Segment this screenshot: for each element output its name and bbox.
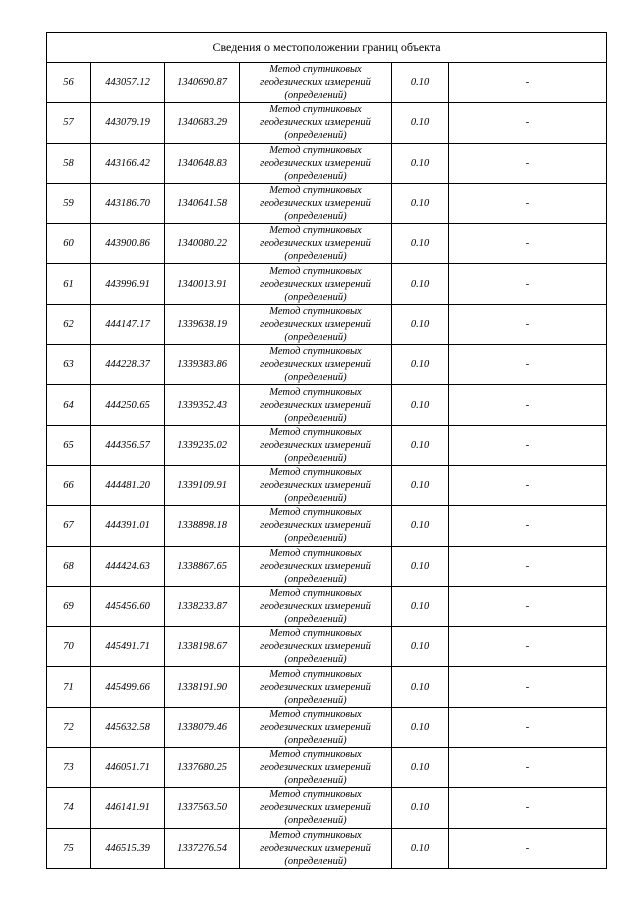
point-number-cell: 57 xyxy=(47,103,91,143)
description-cell: - xyxy=(449,667,607,707)
method-line: геодезических измерений xyxy=(260,77,371,89)
method-cell xyxy=(240,264,392,304)
method-line: Метод спутниковых xyxy=(269,64,362,76)
method-line: Метод спутниковых xyxy=(269,668,362,680)
coordinate-x-cell: 444391.01 xyxy=(91,506,165,546)
accuracy-cell: 0.10 xyxy=(392,828,449,868)
method-line: Метод спутниковых xyxy=(269,426,362,438)
method-line: Метод спутниковых xyxy=(269,829,362,841)
description-cell: - xyxy=(449,143,607,183)
method-line: (определений) xyxy=(284,694,347,706)
method-line: Метод спутниковых xyxy=(269,225,362,237)
point-number-cell: 62 xyxy=(47,304,91,344)
description-cell: - xyxy=(449,304,607,344)
point-number-cell: 74 xyxy=(47,788,91,828)
method-line: Метод спутниковых xyxy=(269,265,362,277)
coordinate-x-cell: 444250.65 xyxy=(91,385,165,425)
method-line: (определений) xyxy=(284,130,347,142)
method-line: (определений) xyxy=(284,855,347,867)
point-number-cell: 70 xyxy=(47,627,91,667)
accuracy-cell: 0.10 xyxy=(392,627,449,667)
method-line: (определений) xyxy=(284,452,347,464)
method-cell xyxy=(240,63,392,103)
method-line: Метод спутниковых xyxy=(269,708,362,720)
coordinate-y-cell: 1340683.29 xyxy=(165,103,240,143)
accuracy-cell: 0.10 xyxy=(392,506,449,546)
table-row xyxy=(47,304,607,344)
method-cell xyxy=(240,465,392,505)
method-line: геодезических измерений xyxy=(260,560,371,572)
method-line: геодезических измерений xyxy=(260,520,371,532)
description-cell: - xyxy=(449,788,607,828)
method-line: (определений) xyxy=(284,90,347,102)
table-row xyxy=(47,586,607,626)
description-cell: - xyxy=(449,546,607,586)
method-line: Метод спутниковых xyxy=(269,386,362,398)
method-line: геодезических измерений xyxy=(260,802,371,814)
method-line: геодезических измерений xyxy=(260,117,371,129)
accuracy-cell: 0.10 xyxy=(392,304,449,344)
method-cell xyxy=(240,828,392,868)
description-cell: - xyxy=(449,345,607,385)
accuracy-cell: 0.10 xyxy=(392,143,449,183)
method-cell xyxy=(240,143,392,183)
method-cell xyxy=(240,304,392,344)
point-number-cell: 75 xyxy=(47,828,91,868)
table-row xyxy=(47,143,607,183)
table-row xyxy=(47,667,607,707)
coordinate-y-cell: 1340690.87 xyxy=(165,63,240,103)
method-line: геодезических измерений xyxy=(260,318,371,330)
point-number-cell: 72 xyxy=(47,707,91,747)
method-line: (определений) xyxy=(284,211,347,223)
accuracy-cell: 0.10 xyxy=(392,224,449,264)
coordinate-y-cell: 1338898.18 xyxy=(165,506,240,546)
description-cell: - xyxy=(449,506,607,546)
method-cell xyxy=(240,345,392,385)
coordinate-x-cell: 446051.71 xyxy=(91,748,165,788)
method-line: Метод спутниковых xyxy=(269,104,362,116)
description-cell: - xyxy=(449,224,607,264)
description-cell: - xyxy=(449,63,607,103)
point-number-cell: 59 xyxy=(47,183,91,223)
method-line: геодезических измерений xyxy=(260,641,371,653)
method-line: геодезических измерений xyxy=(260,198,371,210)
coordinate-y-cell: 1339235.02 xyxy=(165,425,240,465)
description-cell: - xyxy=(449,264,607,304)
point-number-cell: 60 xyxy=(47,224,91,264)
coordinate-x-cell: 443057.12 xyxy=(91,63,165,103)
point-number-cell: 61 xyxy=(47,264,91,304)
coordinate-x-cell: 444481.20 xyxy=(91,465,165,505)
coordinate-x-cell: 444356.57 xyxy=(91,425,165,465)
coordinate-y-cell: 1339109.91 xyxy=(165,465,240,505)
method-line: (определений) xyxy=(284,533,347,545)
method-cell xyxy=(240,506,392,546)
coordinate-x-cell: 445632.58 xyxy=(91,707,165,747)
table-row xyxy=(47,183,607,223)
method-line: геодезических измерений xyxy=(260,721,371,733)
accuracy-cell: 0.10 xyxy=(392,748,449,788)
method-line: геодезических измерений xyxy=(260,842,371,854)
method-line: (определений) xyxy=(284,170,347,182)
description-cell: - xyxy=(449,465,607,505)
method-line: Метод спутниковых xyxy=(269,346,362,358)
point-number-cell: 65 xyxy=(47,425,91,465)
coordinate-y-cell: 1339383.86 xyxy=(165,345,240,385)
method-line: Метод спутниковых xyxy=(269,144,362,156)
accuracy-cell: 0.10 xyxy=(392,385,449,425)
table-body xyxy=(47,33,607,869)
coordinate-x-cell: 445456.60 xyxy=(91,586,165,626)
method-line: геодезических измерений xyxy=(260,238,371,250)
coordinate-y-cell: 1340080.22 xyxy=(165,224,240,264)
table-title-row xyxy=(47,33,607,63)
table-row xyxy=(47,627,607,667)
method-line: (определений) xyxy=(284,775,347,787)
point-number-cell: 66 xyxy=(47,465,91,505)
coordinate-y-cell: 1340648.83 xyxy=(165,143,240,183)
point-number-cell: 64 xyxy=(47,385,91,425)
method-line: (определений) xyxy=(284,493,347,505)
table-row xyxy=(47,63,607,103)
table-row xyxy=(47,546,607,586)
table-row xyxy=(47,465,607,505)
description-cell: - xyxy=(449,183,607,223)
method-line: геодезических измерений xyxy=(260,601,371,612)
description-cell: - xyxy=(449,425,607,465)
method-line: геодезических измерений xyxy=(260,480,371,492)
coordinate-y-cell: 1338198.67 xyxy=(165,627,240,667)
table-row xyxy=(47,345,607,385)
accuracy-cell: 0.10 xyxy=(392,264,449,304)
method-line: геодезических измерений xyxy=(260,278,371,290)
method-cell xyxy=(240,748,392,788)
table-row xyxy=(47,224,607,264)
method-cell xyxy=(240,385,392,425)
coordinate-x-cell: 445491.71 xyxy=(91,627,165,667)
method-line: Метод спутниковых xyxy=(269,305,362,317)
method-cell xyxy=(240,586,392,626)
point-number-cell: 71 xyxy=(47,667,91,707)
method-line: геодезических измерений xyxy=(260,681,371,693)
method-line: Метод спутниковых xyxy=(269,749,362,761)
description-cell: - xyxy=(449,627,607,667)
coordinate-y-cell: 1338233.87 xyxy=(165,586,240,626)
coordinate-y-cell: 1338079.46 xyxy=(165,707,240,747)
accuracy-cell: 0.10 xyxy=(392,788,449,828)
table-title: Сведения о местоположении границ объекта xyxy=(47,33,607,63)
coordinate-y-cell: 1337563.50 xyxy=(165,788,240,828)
accuracy-cell: 0.10 xyxy=(392,586,449,626)
method-line: геодезических измерений xyxy=(260,399,371,411)
method-line: геодезических измерений xyxy=(260,439,371,451)
description-cell: - xyxy=(449,707,607,747)
method-line: (определений) xyxy=(284,291,347,303)
table-row xyxy=(47,425,607,465)
point-number-cell: 69 xyxy=(47,586,91,626)
description-cell: - xyxy=(449,748,607,788)
method-line: (определений) xyxy=(284,614,347,625)
method-line: Метод спутниковых xyxy=(269,185,362,197)
method-line: Метод спутниковых xyxy=(269,588,362,599)
accuracy-cell: 0.10 xyxy=(392,103,449,143)
method-line: (определений) xyxy=(284,331,347,343)
point-number-cell: 58 xyxy=(47,143,91,183)
coordinate-y-cell: 1339638.19 xyxy=(165,304,240,344)
method-line: геодезических измерений xyxy=(260,157,371,169)
point-number-cell: 68 xyxy=(47,546,91,586)
method-line: геодезических измерений xyxy=(260,359,371,371)
method-cell xyxy=(240,667,392,707)
coordinate-y-cell: 1339352.43 xyxy=(165,385,240,425)
method-line: Метод спутниковых xyxy=(269,507,362,519)
coordinate-x-cell: 446515.39 xyxy=(91,828,165,868)
method-cell xyxy=(240,627,392,667)
table-row xyxy=(47,828,607,868)
boundary-table xyxy=(46,32,607,869)
table-row xyxy=(47,103,607,143)
coordinate-y-cell: 1338191.90 xyxy=(165,667,240,707)
point-number-cell: 63 xyxy=(47,345,91,385)
method-line: (определений) xyxy=(284,412,347,424)
table-row xyxy=(47,748,607,788)
coordinate-x-cell: 443186.70 xyxy=(91,183,165,223)
method-line: (определений) xyxy=(284,734,347,746)
accuracy-cell: 0.10 xyxy=(392,345,449,385)
method-line: Метод спутниковых xyxy=(269,547,362,559)
accuracy-cell: 0.10 xyxy=(392,707,449,747)
coordinate-x-cell: 444147.17 xyxy=(91,304,165,344)
method-line: геодезических измерений xyxy=(260,762,371,774)
coordinate-x-cell: 443166.42 xyxy=(91,143,165,183)
coordinate-x-cell: 443079.19 xyxy=(91,103,165,143)
accuracy-cell: 0.10 xyxy=(392,425,449,465)
method-line: Метод спутниковых xyxy=(269,628,362,640)
method-line: (определений) xyxy=(284,815,347,827)
coordinate-x-cell: 443900.86 xyxy=(91,224,165,264)
coordinate-x-cell: 446141.91 xyxy=(91,788,165,828)
table-row xyxy=(47,264,607,304)
method-line: (определений) xyxy=(284,654,347,666)
description-cell: - xyxy=(449,586,607,626)
method-line: Метод спутниковых xyxy=(269,467,362,479)
method-line: (определений) xyxy=(284,251,347,263)
accuracy-cell: 0.10 xyxy=(392,183,449,223)
method-cell xyxy=(240,425,392,465)
method-cell xyxy=(240,546,392,586)
method-line: (определений) xyxy=(284,372,347,384)
method-line: Метод спутниковых xyxy=(269,789,362,801)
description-cell: - xyxy=(449,828,607,868)
method-cell xyxy=(240,788,392,828)
coordinate-x-cell: 444424.63 xyxy=(91,546,165,586)
table-row xyxy=(47,707,607,747)
accuracy-cell: 0.10 xyxy=(392,667,449,707)
accuracy-cell: 0.10 xyxy=(392,63,449,103)
method-cell xyxy=(240,183,392,223)
point-number-cell: 67 xyxy=(47,506,91,546)
description-cell: - xyxy=(449,385,607,425)
method-line: (определений) xyxy=(284,573,347,585)
coordinate-x-cell: 445499.66 xyxy=(91,667,165,707)
coordinate-x-cell: 443996.91 xyxy=(91,264,165,304)
point-number-cell: 73 xyxy=(47,748,91,788)
coordinate-y-cell: 1338867.65 xyxy=(165,546,240,586)
coordinate-y-cell: 1337680.25 xyxy=(165,748,240,788)
coordinate-y-cell: 1340641.58 xyxy=(165,183,240,223)
method-cell xyxy=(240,224,392,264)
method-cell xyxy=(240,707,392,747)
accuracy-cell: 0.10 xyxy=(392,546,449,586)
point-number-cell: 56 xyxy=(47,63,91,103)
accuracy-cell: 0.10 xyxy=(392,465,449,505)
description-cell: - xyxy=(449,103,607,143)
coordinate-x-cell: 444228.37 xyxy=(91,345,165,385)
table-row xyxy=(47,506,607,546)
coordinate-y-cell: 1340013.91 xyxy=(165,264,240,304)
coordinate-y-cell: 1337276.54 xyxy=(165,828,240,868)
method-cell xyxy=(240,103,392,143)
table-row xyxy=(47,385,607,425)
table-row xyxy=(47,788,607,828)
